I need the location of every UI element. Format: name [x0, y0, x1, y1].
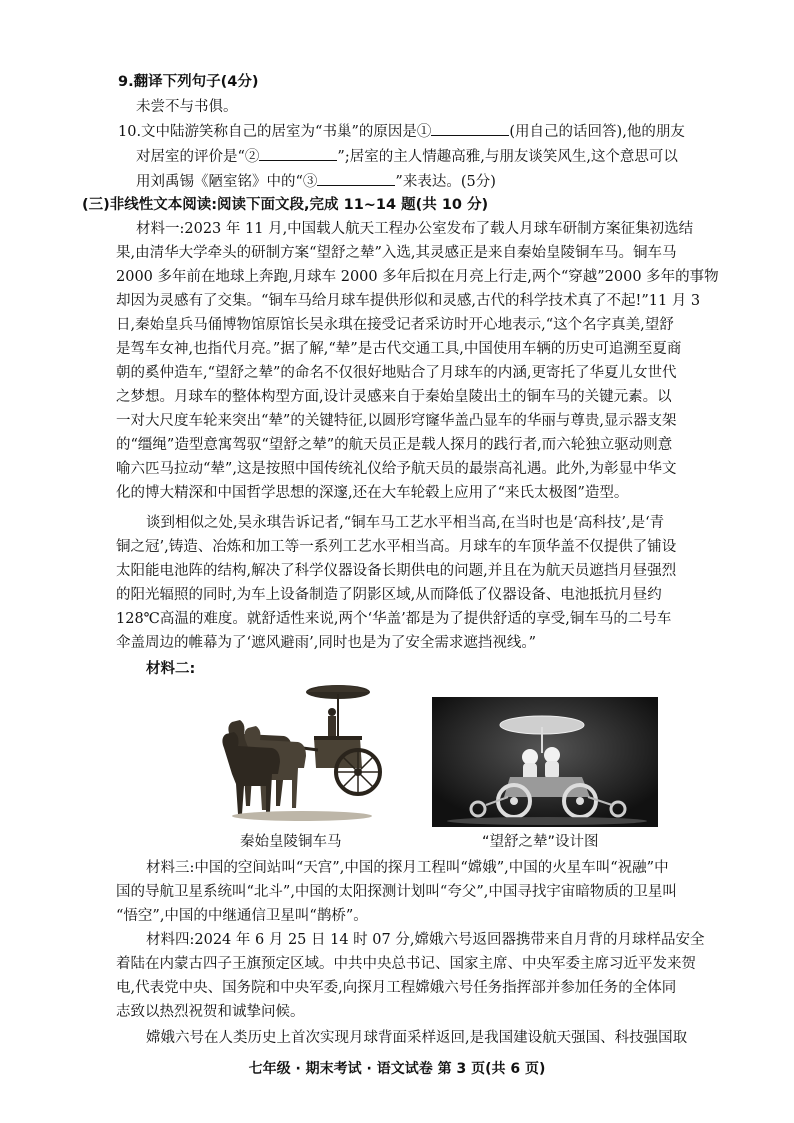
answer-blank-1[interactable]: [431, 121, 509, 136]
material-1-line: 果,由清华大学牵头的研制方案“望舒之辇”入选,其灵感正是来自秦始皇陵铜车马。铜车马: [116, 245, 677, 261]
question-9-title: 9.翻译下列句子(4分): [118, 74, 259, 90]
material-1-line: 却因为灵感有了交集。“铜车马给月球车提供形似和灵感,古代的科学技术真了不起!”11 月 3: [116, 293, 701, 309]
q10-text: 10.文中陆游笑称自己的居室为“书巢”的原因是①: [118, 124, 432, 140]
material-4-line: 志致以热烈祝贺和诚挚问候。: [116, 1004, 305, 1020]
material-1-line: 伞盖周边的帷幕为了‘遮风避雨’,同时也是为了安全需求遮挡视线。”: [116, 635, 536, 651]
section-heading: (三)非线性文本阅读:阅读下面文段,完成 11~14 题(共 10 分): [82, 197, 489, 213]
material-1-line: 喻六匹马拉动“辇”,这是按照中国传统礼仪给予航天员的最崇高礼遇。此外,为彰显中华文: [116, 461, 677, 477]
material-1-line: 128℃高温的难度。就舒适性来说,两个‘华盖’都是为了提供舒适的享受,铜车马的二号车: [116, 611, 672, 627]
q10-text: 用刘禹锡《陋室铭》中的“③: [136, 174, 318, 190]
material-1-line: 太阳能电池阵的结构,解决了科学仪器设备长期供电的问题,并且在为航天员遮挡月昼强烈: [116, 563, 677, 579]
q10-text: ”来表达。(5分): [395, 174, 496, 190]
material-1-line: 的阳光辐照的同时,为车上设备制造了阴影区域,从而降低了仪器设备、电池抵抗月昼约: [116, 587, 662, 603]
caption-lunar-rover: “望舒之辇”设计图: [482, 834, 599, 850]
material-4-line: 嫦娥六号在人类历史上首次实现月球背面采样返回,是我国建设航天强国、科技强国取: [146, 1030, 688, 1046]
material-1-line: 之梦想。月球车的整体构型方面,设计灵感来自于秦始皇陵出土的铜车马的关键元素。以: [116, 389, 672, 405]
q10-text: 对居室的评价是“②: [136, 149, 260, 165]
question-10-line-1: [118, 120, 685, 144]
q10-text: (用自己的话回答),他的朋友: [509, 124, 685, 140]
material-3-line: 国的导航卫星系统叫“北斗”,中国的太阳探测计划叫“夸父”,中国寻找宇宙暗物质的卫星叫: [116, 884, 677, 900]
material-4-line: 材料四:2024 年 6 月 25 日 14 时 07 分,嫦娥六号返回器携带来自月背的月球样品安全: [146, 932, 705, 948]
question-10-line-2: [136, 145, 678, 169]
material-1-line: 一对大尺度车轮来突出“辇”的关键特征,以圆形穹窿华盖凸显车的华丽与尊贵,显示器支架: [116, 413, 677, 429]
lunar-rover-design-image: [432, 697, 658, 827]
material-1-line: 化的博大精深和中国哲学思想的深邃,还在大车轮毂上应用了“来氏太极图”造型。: [116, 485, 629, 501]
material-1-line: 朝的奚仲造车,“望舒之辇”的命名不仅很好地贴合了月球车的内涵,更寄托了华夏儿女世代: [116, 365, 677, 381]
material-3-line: “悟空”,中国的中继通信卫星叫“鹊桥”。: [116, 908, 368, 924]
question-9-sentence: 未尝不与书俱。: [136, 99, 238, 115]
answer-blank-2[interactable]: [259, 146, 337, 161]
answer-blank-3[interactable]: [317, 171, 395, 186]
question-10-line-3: [136, 170, 496, 194]
material-1-line: 日,秦始皇兵马俑博物馆原馆长吴永琪在接受记者采访时开心地表示,“这个名字真美,望舒: [116, 317, 674, 333]
page-footer: 七年级 · 期末考试 · 语文试卷 第 3 页(共 6 页): [248, 1061, 546, 1077]
material-2-label: 材料二:: [146, 661, 196, 677]
material-1-line: 材料一:2023 年 11 月,中国载人航天工程办公室发布了载人月球车研制方案征集初选结: [136, 221, 694, 237]
material-4-line: 着陆在内蒙古四子王旗预定区域。中共中央总书记、国家主席、中央军委主席习近平发来贺: [116, 956, 696, 972]
bronze-chariot-image: [222, 676, 387, 826]
material-4-line: 电,代表党中央、国务院和中央军委,向探月工程嫦娥六号任务指挥部并参加任务的全体同: [116, 980, 677, 996]
material-1-line: 的“缰绳”造型意寓驾驭“望舒之辇”的航天员正是载人探月的践行者,而六轮独立驱动则意: [116, 437, 673, 453]
caption-bronze-chariot: 秦始皇陵铜车马: [240, 834, 342, 850]
material-3-line: 材料三:中国的空间站叫“天宫”,中国的探月工程叫“嫦娥”,中国的火星车叫“祝融”中: [146, 860, 669, 876]
q10-text: ”;居室的主人情趣高雅,与朋友谈笑风生,这个意思可以: [337, 149, 678, 165]
material-1-line: 2000 多年前在地球上奔跑,月球车 2000 多年后拟在月亮上行走,两个“穿越”2000 多年的事物: [116, 269, 719, 285]
material-1-line: 谈到相似之处,吴永琪告诉记者,“铜车马工艺水平相当高,在当时也是‘高科技’,是‘青: [146, 515, 665, 531]
material-1-line: 铜之冠’,铸造、冶炼和加工等一系列工艺水平相当高。月球车的车顶华盖不仅提供了铺设: [116, 539, 677, 555]
material-1-line: 是驾车女神,也指代月亮。”据了解,“辇”是古代交通工具,中国使用车辆的历史可追溯至夏商: [116, 341, 682, 357]
